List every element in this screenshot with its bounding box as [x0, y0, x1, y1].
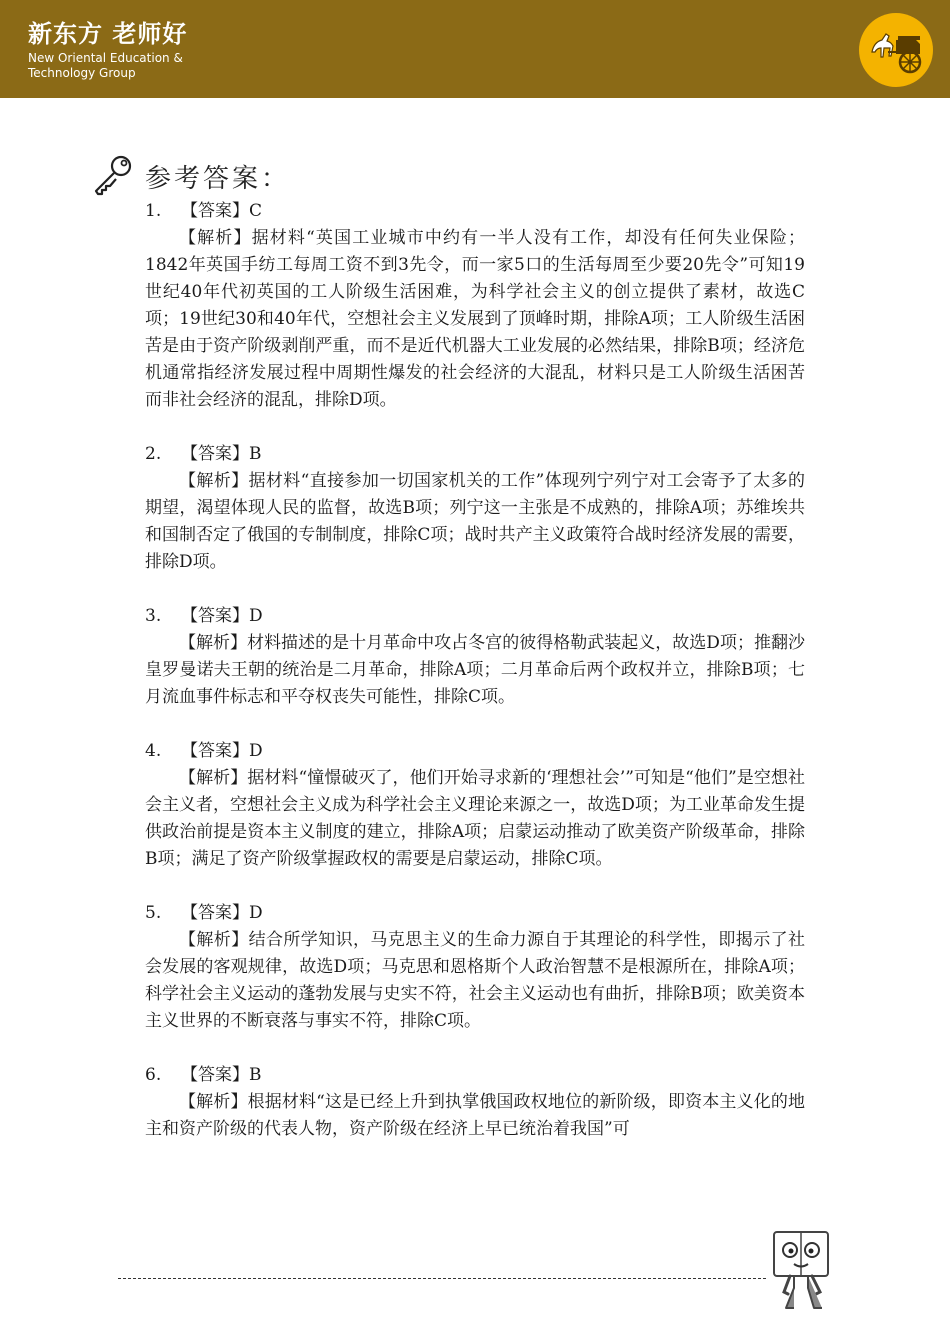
- answer-label: 【答案】D: [181, 606, 263, 626]
- item-number: 6.: [145, 1065, 162, 1085]
- explanation-text: 【解析】据材料“直接参加一切国家机关的工作”体现列宁列宁对工会寄予了太多的期望，渴望体现人民的监督，故选B项；列宁这一主张是不成熟的，排除A项；苏维埃共和国制否定了俄国的专制制度，排除C项；战时共产主义政策符合战时经济发展的需要，排除D项。: [145, 471, 805, 572]
- explanation-text: 【解析】结合所学知识，马克思主义的生命力源自于其理论的科学性，即揭示了社会发展的客观规律，故选D项；马克思和恩格斯个人政治智慧不是根源所在，排除A项；科学社会主义运动的蓬勃发展与史实不符，社会主义运动也有曲折，排除B项；欧美资本主义世界的不断衰落与事实不符，排除C项。: [145, 930, 805, 1031]
- item-number: 1.: [145, 201, 162, 221]
- answer-label: 【答案】D: [181, 741, 263, 761]
- answer-item-2: [145, 441, 805, 576]
- answer-item-3: [145, 603, 805, 711]
- answer-item-6: [145, 1062, 805, 1143]
- explanation-text: 【解析】根据材料“这是已经上升到执掌俄国政权地位的新阶级，即资本主义化的地主和资产阶级的代表人物，资产阶级在经济上早已统治着我国”可: [145, 1092, 805, 1139]
- item-number: 4.: [145, 741, 162, 761]
- item-number: 3.: [145, 606, 162, 626]
- answer-item-1: [145, 198, 805, 414]
- answer-label: 【答案】B: [181, 1065, 262, 1085]
- key-icon: [90, 152, 136, 198]
- carriage-logo-icon: [858, 12, 934, 88]
- answer-item-4: [145, 738, 805, 873]
- explanation-text: 【解析】据材料“憧憬破灭了，他们开始寻求新的‘理想社会’”可知是“他们”是空想社会主义者，空想社会主义成为科学社会主义理论来源之一，故选D项；为工业革命发生提供政治前提是资本主义制度的建立，排除A项；启蒙运动推动了欧美资产阶级革命，排除B项；满足了资产阶级掌握政权的需要是启蒙运动，排除C项。: [145, 768, 805, 869]
- answer-label: 【答案】C: [181, 201, 263, 221]
- header-bar: [0, 0, 950, 98]
- explanation-text: 【解析】材料描述的是十月革命中攻占冬宫的彼得格勒武装起义，故选D项；推翻沙皇罗曼诺夫王朝的统治是二月革命，排除A项；二月革命后两个政权并立，排除B项；七月流血事件标志和平夺权丧失可能性，排除C项。: [145, 633, 805, 707]
- footer-divider: [118, 1278, 766, 1279]
- answer-item-5: [145, 900, 805, 1035]
- answer-label: 【答案】B: [181, 444, 262, 464]
- page-title: 参考答案：: [145, 164, 291, 194]
- item-number: 5.: [145, 903, 162, 923]
- book-mascot-icon: [770, 1228, 834, 1318]
- brand-name-en-line2: Technology Group: [28, 66, 136, 80]
- explanation-text: 【解析】据材料“英国工业城市中约有一半人没有工作，却没有任何失业保险；1842年英国手纺工每周工资不到3先令，而一家5口的生活每周至少要20先令”可知19世纪40年代初英国的工人阶级生活困难，为科学社会主义的创立提供了素材，故选C项；19世纪30和40年代，空想社会主义发展到了顶峰时期，排除A项；工人阶级生活困苦是由于资产阶级剥削严重，而不是近代机器大工业发展的必然结果，排除B项；经济危机通常指经济发展过程中周期性爆发的社会经济的大混乱，材料只是工人阶级生活困苦而非社会经济的混乱，排除D项。: [145, 228, 805, 410]
- answer-list: [145, 198, 805, 1170]
- brand-name-en: [28, 51, 228, 81]
- answer-label: 【答案】D: [181, 903, 263, 923]
- brand-name-en-line1: New Oriental Education &: [28, 51, 183, 65]
- brand-name-cn: 新东方 老师好: [28, 20, 188, 48]
- item-number: 2.: [145, 444, 162, 464]
